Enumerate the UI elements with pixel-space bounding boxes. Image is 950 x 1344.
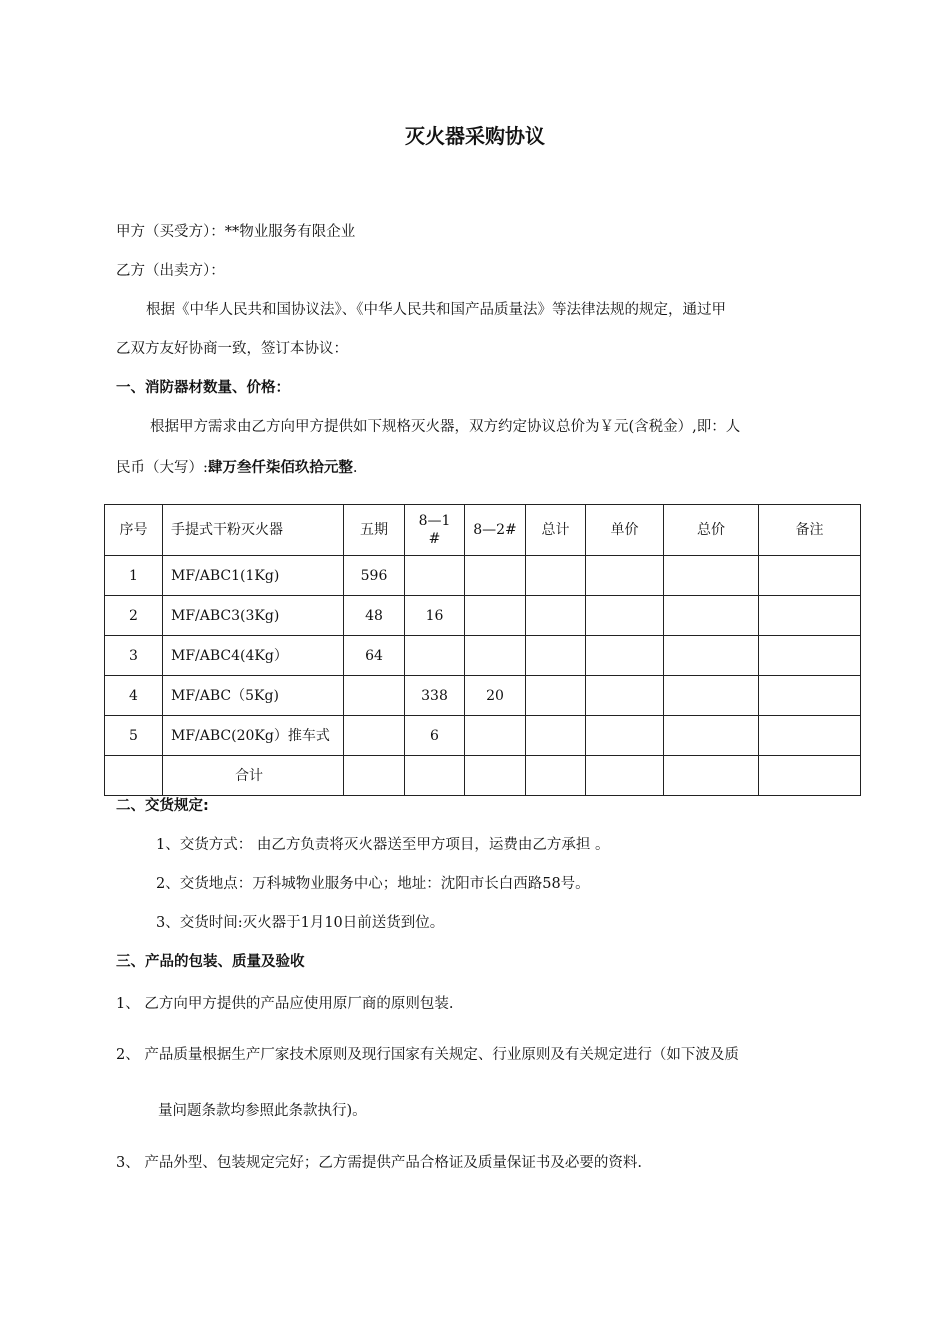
cell-no: 5 bbox=[105, 716, 163, 756]
cell-building-8-1: 16 bbox=[405, 596, 465, 636]
cell-subtotal bbox=[526, 756, 586, 796]
cell-phase5: 64 bbox=[344, 636, 405, 676]
header-building-8-1 bbox=[405, 505, 465, 556]
cell-phase5 bbox=[344, 676, 405, 716]
cell-building-8-1 bbox=[405, 556, 465, 596]
table-row bbox=[105, 716, 861, 756]
table-header-row bbox=[105, 505, 861, 556]
header-phase5: 五期 bbox=[344, 505, 405, 556]
cell-no: 4 bbox=[105, 676, 163, 716]
cell-remark bbox=[759, 556, 861, 596]
appearance-clause-3: 3、 产品外型、包装规定完好；乙方需提供产品合格证及质量保证书及必要的资料. bbox=[116, 1155, 642, 1171]
cell-building-8-2 bbox=[465, 596, 526, 636]
cell-building-8-2 bbox=[465, 636, 526, 676]
cell-product: MF/ABC4(4Kg） bbox=[163, 636, 344, 676]
header-remark: 备注 bbox=[759, 505, 861, 556]
section-1-paragraph-line-2 bbox=[116, 458, 358, 478]
cell-unit-price bbox=[586, 596, 664, 636]
cell-phase5: 596 bbox=[344, 556, 405, 596]
amount-prefix: 民币（大写）: bbox=[116, 460, 208, 476]
quality-clause-2-line-1: 2、 产品质量根据生产厂家技术原则及现行国家有关规定、行业原则及有关规定进行（如下波及质 bbox=[116, 1047, 739, 1063]
cell-subtotal bbox=[526, 636, 586, 676]
cell-no: 2 bbox=[105, 596, 163, 636]
table-row bbox=[105, 636, 861, 676]
cell-total-price bbox=[664, 556, 759, 596]
cell-product: MF/ABC1(1Kg) bbox=[163, 556, 344, 596]
cell-product: MF/ABC(20Kg）推车式 bbox=[163, 716, 344, 756]
intro-line-2: 乙双方友好协商一致，签订本协议： bbox=[116, 341, 348, 357]
amount-in-words: 肆万叁仟柒佰玖拾元整 bbox=[207, 460, 353, 476]
cell-unit-price bbox=[586, 756, 664, 796]
cell-unit-price bbox=[586, 716, 664, 756]
cell-total-price bbox=[664, 676, 759, 716]
header-subtotal: 总计 bbox=[526, 505, 586, 556]
delivery-method: 1、交货方式： 由乙方负责将灭火器送至甲方项目，运费由乙方承担 。 bbox=[156, 837, 610, 853]
section-1-paragraph-line-1: 根据甲方需求由乙方向甲方提供如下规格灭火器，双方约定协议总价为￥元(含税金）,即：人 bbox=[150, 419, 741, 435]
cell-remark bbox=[759, 596, 861, 636]
header-building-8-1-line1: 8—1 bbox=[418, 513, 451, 529]
cell-subtotal bbox=[526, 596, 586, 636]
cell-subtotal bbox=[526, 676, 586, 716]
header-building-8-1-line2: # bbox=[428, 531, 441, 547]
cell-remark bbox=[759, 636, 861, 676]
cell-building-8-2 bbox=[465, 756, 526, 796]
party-a: 甲方（买受方）：**物业服务有限企业 bbox=[116, 224, 356, 240]
cell-building-8-1: 338 bbox=[405, 676, 465, 716]
table-row bbox=[105, 676, 861, 716]
cell-building-8-1 bbox=[405, 636, 465, 676]
amount-suffix: . bbox=[352, 460, 358, 476]
cell-unit-price bbox=[586, 676, 664, 716]
table-total-row bbox=[105, 756, 861, 796]
cell-unit-price bbox=[586, 636, 664, 676]
quality-clause-2-line-2: 量问题条款均参照此条款执行)。 bbox=[158, 1103, 367, 1119]
cell-building-8-2: 20 bbox=[465, 676, 526, 716]
cell-product: MF/ABC（5Kg) bbox=[163, 676, 344, 716]
cell-building-8-2 bbox=[465, 556, 526, 596]
cell-remark bbox=[759, 676, 861, 716]
delivery-location: 2、交货地点：万科城物业服务中心；地址：沈阳市长白西路58号。 bbox=[156, 876, 590, 892]
section-2-title: 二、交货规定: bbox=[116, 798, 209, 814]
header-building-8-2: 8—2# bbox=[465, 505, 526, 556]
table-row bbox=[105, 596, 861, 636]
cell-phase5: 48 bbox=[344, 596, 405, 636]
cell-phase5 bbox=[344, 756, 405, 796]
section-1-title: 一、消防器材数量、价格： bbox=[116, 380, 290, 396]
header-total-price: 总价 bbox=[664, 505, 759, 556]
cell-no: 1 bbox=[105, 556, 163, 596]
header-product: 手提式干粉灭火器 bbox=[163, 505, 344, 556]
delivery-time: 3、交货时间:灭火器于1月10日前送货到位。 bbox=[156, 915, 445, 931]
cell-building-8-1: 6 bbox=[405, 716, 465, 756]
header-no: 序号 bbox=[105, 505, 163, 556]
cell-unit-price bbox=[586, 556, 664, 596]
cell-remark bbox=[759, 716, 861, 756]
document-title: 灭火器采购协议 bbox=[405, 124, 545, 148]
party-b: 乙方（出卖方）： bbox=[116, 263, 225, 279]
cell-total-price bbox=[664, 756, 759, 796]
cell-total-price bbox=[664, 716, 759, 756]
section-3-title: 三、产品的包装、质量及验收 bbox=[116, 954, 305, 970]
table-row bbox=[105, 556, 861, 596]
cell-total-price bbox=[664, 596, 759, 636]
header-unit-price: 单价 bbox=[586, 505, 664, 556]
cell-remark bbox=[759, 756, 861, 796]
cell-subtotal bbox=[526, 716, 586, 756]
cell-building-8-2 bbox=[465, 716, 526, 756]
packaging-clause-1: 1、 乙方向甲方提供的产品应使用原厂商的原则包装. bbox=[116, 996, 454, 1012]
cell-no: 3 bbox=[105, 636, 163, 676]
cell-total-price bbox=[664, 636, 759, 676]
cell-phase5 bbox=[344, 716, 405, 756]
product-table bbox=[104, 504, 861, 796]
cell-subtotal bbox=[526, 556, 586, 596]
cell-building-8-1 bbox=[405, 756, 465, 796]
cell-product: MF/ABC3(3Kg) bbox=[163, 596, 344, 636]
intro-line-1: 根据《中华人民共和国协议法》、《中华人民共和国产品质量法》等法律法规的规定，通过甲 bbox=[146, 302, 726, 318]
total-label: 合计 bbox=[163, 756, 344, 796]
cell-no bbox=[105, 756, 163, 796]
